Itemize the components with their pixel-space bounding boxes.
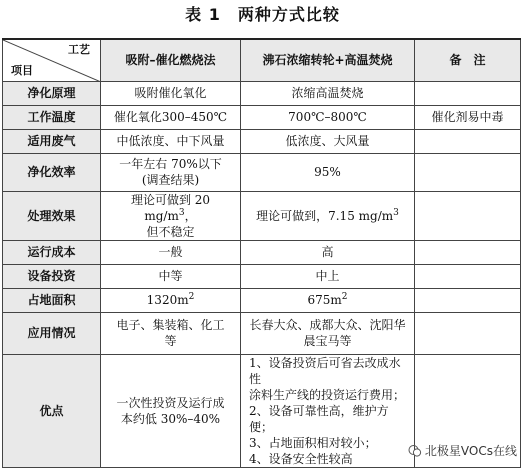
table-row	[3, 240, 521, 264]
watermark	[408, 442, 517, 459]
cell: 高	[241, 240, 415, 264]
cell-text: 理论可做到，7.15 mg/m	[256, 208, 394, 223]
cell	[415, 312, 521, 354]
cell	[241, 312, 415, 354]
header-method-1: 吸附–催化燃烧法	[101, 39, 241, 81]
table-row	[3, 312, 521, 354]
wechat-icon	[408, 444, 422, 458]
table-row	[3, 191, 521, 240]
cell-line: 电子、集装箱、化工	[116, 318, 225, 332]
row-label: 适用废气	[3, 129, 101, 153]
cell-line: 一次性投资及运行成	[116, 395, 225, 410]
table-row	[3, 81, 521, 105]
header-item-label: 项目	[11, 63, 33, 77]
cell: 吸附催化氧化	[101, 81, 241, 105]
cell-line: 长春大众、成都大众、沈阳华	[249, 318, 406, 332]
watermark-text: 北极星VOCs在线	[424, 444, 517, 458]
cell: 催化氧化300–450℃	[101, 105, 241, 129]
cell-line	[104, 192, 237, 224]
header-method-2: 沸石浓缩转轮+高温焚烧	[241, 39, 415, 81]
cell	[415, 81, 521, 105]
row-label: 占地面积	[3, 288, 101, 312]
cell-line: 2、设备可靠性高，维护方便；	[249, 403, 389, 434]
cell-text: 1320m	[146, 293, 189, 307]
row-label: 工作温度	[3, 105, 101, 129]
cell-line: 一年左右 70%以下	[119, 157, 222, 171]
cell-line: 晨宝马等	[303, 334, 352, 348]
row-label: 净化效率	[3, 153, 101, 191]
superscript: 3	[393, 207, 399, 218]
cell: 中等	[101, 264, 241, 288]
comparison-table	[2, 38, 521, 468]
cell	[415, 264, 521, 288]
cell	[415, 153, 521, 191]
row-label: 运行成本	[3, 240, 101, 264]
cell	[101, 191, 241, 240]
cell-text: 理论可做到 20 mg/m	[130, 192, 211, 223]
cell-text: 675m	[307, 293, 342, 307]
cell: 低浓度、大风量	[241, 129, 415, 153]
cell	[101, 288, 241, 312]
cell	[241, 288, 415, 312]
cell: 浓缩高温焚烧	[241, 81, 415, 105]
cell	[415, 240, 521, 264]
cell-line: 等	[164, 334, 177, 348]
cell-line: (调查结果)	[141, 173, 200, 187]
cell-text: ，	[184, 208, 197, 223]
cell-line: 1、设备投资后可省去改成水性	[249, 355, 401, 386]
superscript: 2	[188, 292, 195, 302]
table-header-row	[3, 39, 521, 81]
row-label: 设备投资	[3, 264, 101, 288]
cell	[241, 354, 415, 467]
cell-line: 但不稳定	[146, 224, 195, 239]
row-label: 优点	[3, 354, 101, 467]
cell: 700℃–800℃	[241, 105, 415, 129]
cell	[101, 354, 241, 467]
row-label: 应用情况	[3, 312, 101, 354]
cell-line: 涂料生产线的投资运行费用；	[249, 387, 406, 402]
table-row	[3, 288, 521, 312]
table-row	[3, 105, 521, 129]
cell-line: 4、设备安全性较高	[249, 451, 353, 466]
table-title: 表 1 两种方式比较	[185, 5, 340, 24]
cell	[415, 191, 521, 240]
header-remarks: 备 注	[415, 39, 521, 81]
table-row	[3, 129, 521, 153]
diagonal-header-cell	[3, 39, 101, 81]
cell	[415, 129, 521, 153]
header-process-label: 工艺	[68, 43, 90, 56]
cell: 95%	[241, 153, 415, 191]
cell	[101, 153, 241, 191]
superscript: 2	[341, 292, 348, 302]
cell	[415, 288, 521, 312]
cell: 一般	[101, 240, 241, 264]
cell: 中上	[241, 264, 415, 288]
cell: 中低浓度、中下风量	[101, 129, 241, 153]
cell	[241, 191, 415, 240]
superscript: 3	[178, 207, 185, 218]
row-label: 净化原理	[3, 81, 101, 105]
row-label: 处理效果	[3, 191, 101, 240]
table-row	[3, 264, 521, 288]
table-row	[3, 153, 521, 191]
cell-line: 3、占地面积相对较小；	[249, 435, 377, 450]
cell	[101, 312, 241, 354]
cell-line: 本约低 30%–40%	[120, 411, 221, 426]
cell: 催化剂易中毒	[415, 105, 521, 129]
